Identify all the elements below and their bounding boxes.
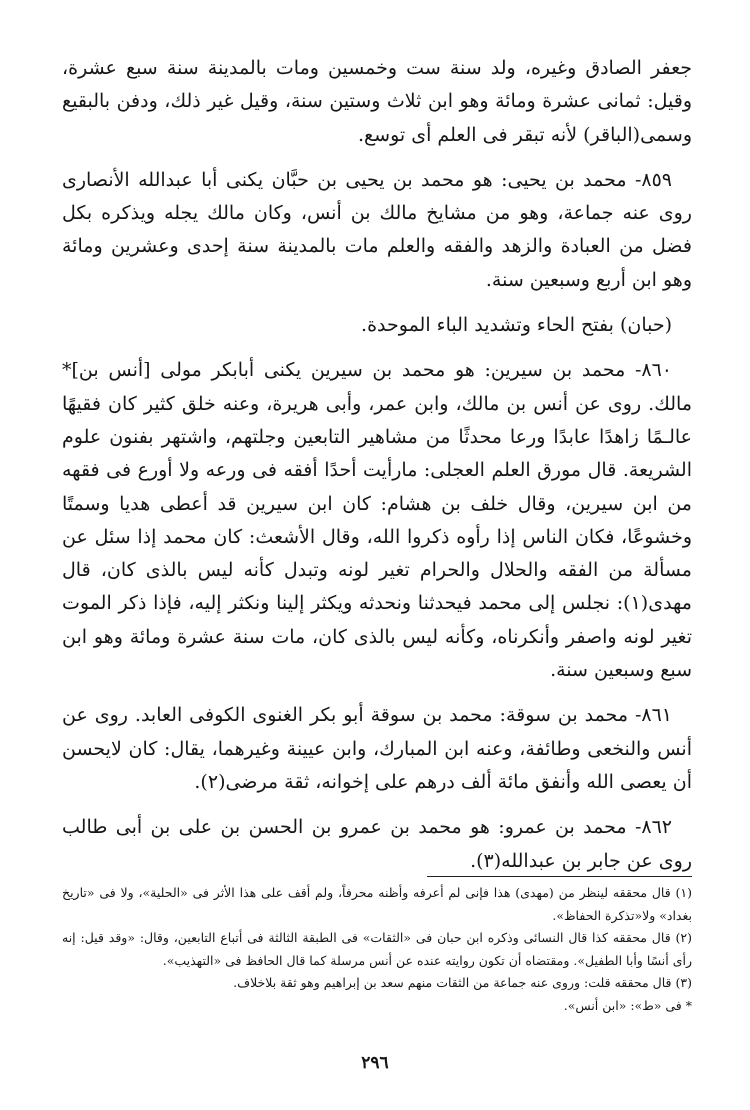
entry-859: ٨٥٩- محمد بن يحيى: هو محمد بن يحيى بن حبَّان يكنى أبا عبدالله الأنصارى روى عنه جماعة، وهو من مشايخ مالك بن أنس، وكان مالك يجله ويذكره بكل فضل من العبادة والزهد والفقه والعلم مات بالمدينة سنة إحدى وعشرين ومائة وهو ابن أربع وسبعين سنة. xyxy=(62,168,692,291)
footnotes xyxy=(62,882,692,1017)
footnote-2: (٢) قال محققه كذا قال النسائى وذكره ابن حبان فى «الثقات» فى الطبقة الثالثة فى أتباع التابعين، وقال: «وقد قيل: إنه رأى أنسًا وأبا الطفيل». ومقتضاه أن تكون روايته عنده عن أنس مرسلة كما قال الحافظ فى «التهذيب». xyxy=(62,930,692,968)
footnote-3: (٣) قال محققه قلت: وروى عنه جماعة من الثقات منهم سعد بن إبراهيم وهو ثقة بلاخلاف. xyxy=(233,975,692,990)
entry-861: ٨٦١- محمد بن سوقة: محمد بن سوقة أبو بكر الغنوى الكوفى العابد. روى عن أنس والنخعى وطائفة، وعنه ابن المبارك، وابن عيينة وغيرهما، يقال: كان لايحسن أن يعصى الله وأنفق مائة ألف درهم على إخوانه، ثقة مرضى(٢). xyxy=(62,704,692,793)
entry-859-note: (حبان) بفتح الحاء وتشديد الباء الموحدة. xyxy=(361,314,672,337)
main-text xyxy=(62,52,692,878)
footnote-star: * فى «ط»: «ابن أنس». xyxy=(563,997,692,1013)
footnote-1: (١) قال محققه لينظر من (مهدى) هذا فإنى لم أعرفه وأظنه محرفاً، ولم أقف على هذا الأثر فى «الحلية»، ولا فى «تاريخ بغداد» ولا«تذكرة الحفاظ». xyxy=(62,885,692,923)
footnote-divider xyxy=(427,876,692,877)
paragraph-continuation: جعفر الصادق وغيره، ولد سنة ست وخمسين ومات بالمدينة سنة سبع عشرة، وقيل: ثمانى عشرة ومائة وهو ابن ثلاث وستين سنة، وقيل غير ذلك، ودفن بالبقيع وسمى(الباقر) لأنه تبقر فى العلم أى توسع. xyxy=(62,57,692,146)
entry-860: ٨٦٠- محمد بن سيرين: هو محمد بن سيرين يكنى أبابكر مولى [أنس بن]* مالك. روى عن أنس بن مالك، وابن عمر، وأبى هريرة، وعنه خلق كثير كان فقيهًا عالـمًا زاهدًا عابدًا ورعا محدثًا من مشاهير التابعين وجلتهم، واشتهر بفنون علوم الشريعة. قال مورق العلم العجلى: مارأيت أحدًا أفقه فى ورعه ولا أورع فى فقهه من ابن سيرين، وقال خلف بن هشام: كان ابن سيرين قد أعطى هديا وسمتًا وخشوعًا، فكان الناس إذا رأوه ذكروا الله، وقال الأشعث: كان محمد إذا سئل عن مسألة من الفقه والحلال والحرام تغير لونه وتبدل كأنه ليس بالذى كان، قال مهدى(١): نجلس إلى محمد فيحدثنا ونحدثه ويكثر إلينا ونكثر إليه، فإذا ذكر الموت تغير لونه واصفر وأنكرناه، وكأنه ليس بالذى كان، مات سنة عشرة ومائة وهو ابن سبع وسبعين سنة. xyxy=(62,359,692,682)
page-number: ٢٩٦ xyxy=(361,1053,389,1073)
entry-862: ٨٦٢- محمد بن عمرو: هو محمد بن عمرو بن الحسن بن على بن أبى طالب روى عن جابر بن عبدالله(٣). xyxy=(62,816,692,872)
